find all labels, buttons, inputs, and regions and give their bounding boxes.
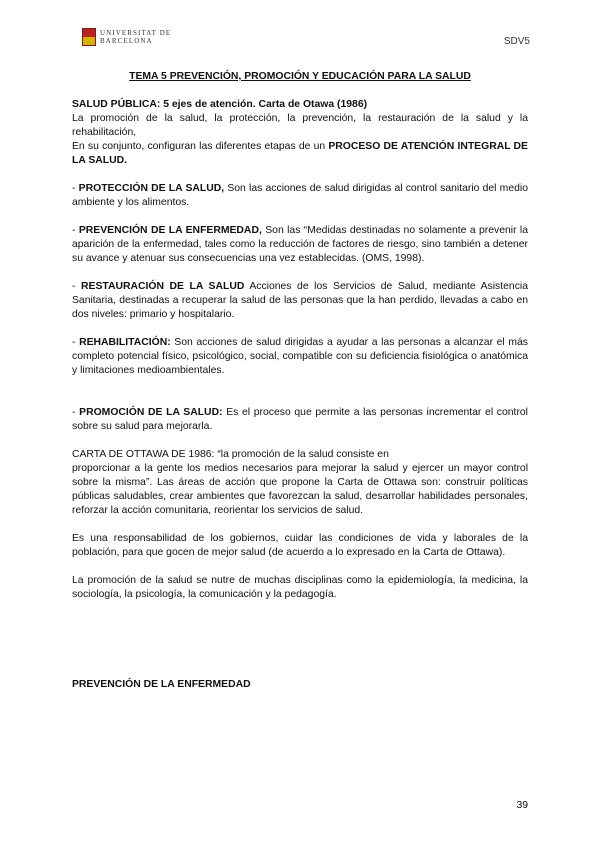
dash: - (72, 281, 82, 292)
carta-rest: proporcionar a la gente los medios necesarios para mejorar la salud y ejercer un mayor control sobre la misma”. Las áreas de acción que propone la Carta de Ottawa son: construir políticas públicas saludables, crear ambientes que favorezcan la salud, desarrollar habilidades personales, reforzar la acción comunitaria, reorientar los servicios de salud. (72, 463, 528, 516)
item-rehabilitacion-label: REHABILITACIÓN: (79, 337, 171, 348)
item-proteccion-label: PROTECCIÓN DE LA SALUD, (78, 183, 225, 194)
item-prevencion-text: Son las “Medidas destinadas no solamente a prevenir la aparición de la enfermedad, tales como la reducción de factores de riesgo, sino también a detener su avance y atenuar sus consecuencias una vez establecidas. (OMS, 1998). (72, 225, 529, 264)
university-logo (82, 28, 171, 46)
dash: - (72, 407, 80, 418)
page-content (72, 70, 528, 692)
intro-heading-text: SALUD PÚBLICA: 5 ejes de atención. Carta de Otawa (1986) (72, 99, 368, 110)
logo-text (100, 29, 171, 45)
intro-heading (72, 98, 528, 112)
university-shield-icon (82, 28, 96, 46)
item-proteccion (72, 182, 528, 210)
page-number: 39 (516, 800, 528, 811)
carta-line-1: CARTA DE OTTAWA DE 1986: “la promoción de la salud consiste en (72, 449, 389, 460)
item-proteccion-text: Son las acciones de salud dirigidas al control sanitario del medio ambiente y los alimentos. (72, 183, 528, 208)
intro-line-1: La promoción de la salud, la protección, la prevención, la restauración de la salud y la rehabilitación, (72, 113, 528, 138)
page-title: TEMA 5 PREVENCIÓN, PROMOCIÓN Y EDUCACIÓN PARA LA SALUD (129, 71, 471, 82)
item-rehabilitacion (72, 336, 528, 378)
dash: - (72, 183, 79, 194)
intro-line-2-text: En su conjunto, configuran las diferentes etapas de un (72, 141, 329, 152)
logo-line-1: UNIVERSITAT DE (100, 29, 172, 37)
logo-line-2: BARCELONA (100, 37, 153, 45)
item-promocion-label: PROMOCIÓN DE LA SALUD: (79, 407, 223, 418)
item-restauracion-label: RESTAURACIÓN DE LA SALUD (81, 281, 245, 292)
document-code: SDV5 (503, 36, 530, 47)
item-prevencion-label: PREVENCIÓN DE LA ENFERMEDAD, (78, 225, 262, 236)
item-restauracion (72, 280, 528, 322)
item-promocion (72, 406, 528, 434)
item-promocion-text: Es el proceso que permite a las personas incrementar el control sobre su salud para mejorarla. (72, 407, 528, 432)
intro-line-2-bold: PROCESO DE ATENCIÓN INTEGRAL DE LA SALUD. (72, 141, 528, 166)
section-title: PREVENCIÓN DE LA ENFERMEDAD (72, 679, 251, 690)
dash: - (72, 225, 79, 236)
responsabilidad-paragraph: Es una responsabilidad de los gobiernos, cuidar las condiciones de vida y laborales de la población, para que gocen de mejor salud (de acuerdo a lo expresado en la Carta de Ottawa). (72, 533, 528, 558)
item-rehabilitacion-text: Son acciones de salud dirigidas a ayudar a las personas a alcanzar el más completo potencial físico, psicológico, social, compatible con su deficiencia fisiológica o anatómica y limitaciones medioambientales. (72, 337, 528, 376)
intro-line-2 (72, 140, 528, 168)
dash: - (72, 337, 80, 348)
disciplinas-paragraph: La promoción de la salud se nutre de muchas disciplinas como la epidemiología, la medicina, la sociología, la psicología, la comunicación y la pedagogía. (72, 575, 528, 600)
item-prevencion (72, 224, 528, 266)
item-restauracion-text: Acciones de los Servicios de Salud, mediante Asistencia Sanitaria, destinadas a recuperar la salud de las personas que la han perdido, llevadas a cabo en dos niveles: primario y hospitalario. (72, 281, 528, 320)
